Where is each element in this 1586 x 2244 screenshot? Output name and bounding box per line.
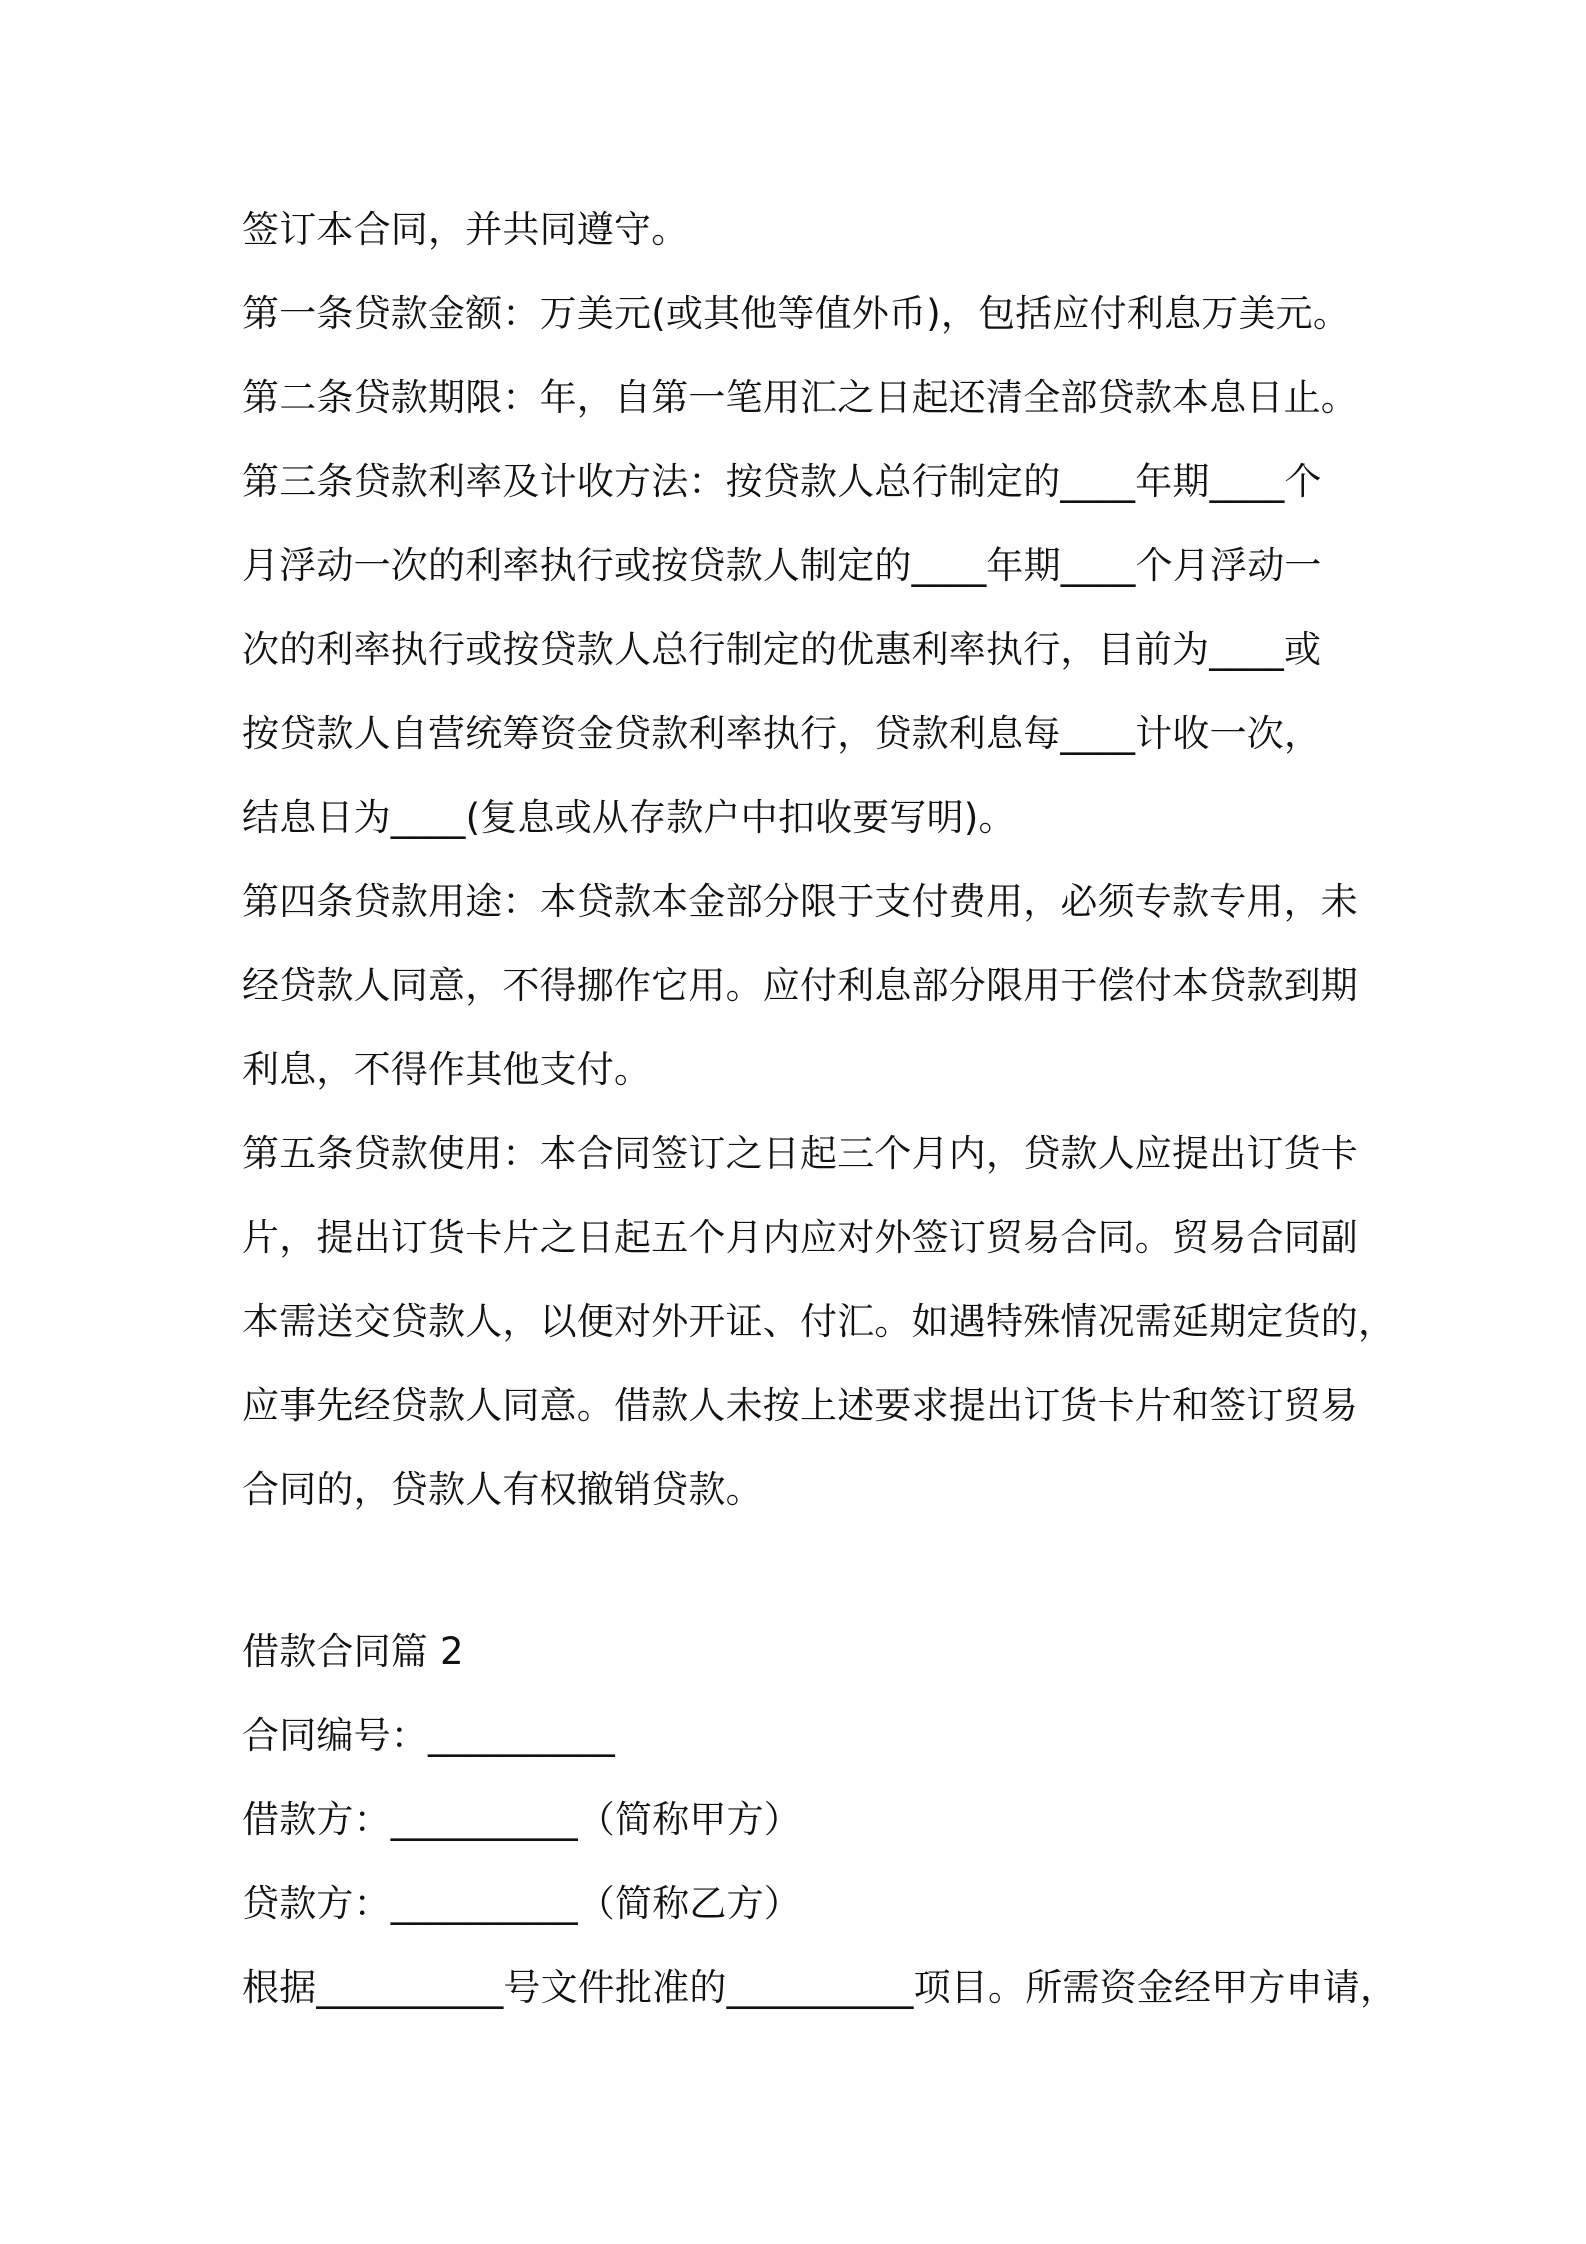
- text-line-8: 结息日为____(复息或从存款户中扣收要写明)。: [242, 796, 1016, 839]
- borrower-line: 借款方：__________（简称甲方）: [242, 1798, 801, 1841]
- text-line-2: 第一条贷款金额：万美元(或其他等值外币)，包括应付利息万美元。: [242, 292, 1351, 335]
- text-line-7: 按贷款人自营统筹资金贷款利率执行，贷款利息每____计收一次，: [242, 712, 1322, 755]
- text-line-3: 第二条贷款期限：年，自第一笔用汇之日起还清全部贷款本息日止。: [242, 376, 1358, 419]
- text-line-10: 经贷款人同意，不得挪作它用。应付利息部分限用于偿付本贷款到期: [242, 964, 1358, 1007]
- text-line-6: 次的利率执行或按贷款人总行制定的优惠利率执行，目前为____或: [242, 628, 1322, 671]
- text-line-13: 片，提出订货卡片之日起五个月内应对外签订贸易合同。贸易合同副: [242, 1216, 1358, 1259]
- text-line-12: 第五条贷款使用：本合同签订之日起三个月内，贷款人应提出订货卡: [242, 1132, 1358, 1175]
- lender-line: 贷款方：__________（简称乙方）: [242, 1882, 801, 1925]
- text-line-11: 利息，不得作其他支付。: [242, 1048, 652, 1091]
- basis-line: 根据__________号文件批准的__________项目。所需资金经甲方申请，: [242, 1966, 1398, 2009]
- text-line-14: 本需送交贷款人，以便对外开证、付汇。如遇特殊情况需延期定货的，: [242, 1300, 1396, 1343]
- text-line-16: 合同的，贷款人有权撤销贷款。: [242, 1468, 763, 1511]
- text-line-5: 月浮动一次的利率执行或按贷款人制定的____年期____个月浮动一: [242, 544, 1322, 587]
- section-heading: 借款合同篇 2: [242, 1630, 464, 1673]
- text-line-15: 应事先经贷款人同意。借款人未按上述要求提出订货卡片和签订贸易: [242, 1384, 1358, 1427]
- text-line-9: 第四条贷款用途：本贷款本金部分限于支付费用，必须专款专用，未: [242, 880, 1358, 923]
- text-line-1: 签订本合同，并共同遵守。: [242, 208, 689, 251]
- text-line-4: 第三条贷款利率及计收方法：按贷款人总行制定的____年期____个: [242, 460, 1322, 503]
- contract-number-line: 合同编号：__________: [242, 1714, 615, 1757]
